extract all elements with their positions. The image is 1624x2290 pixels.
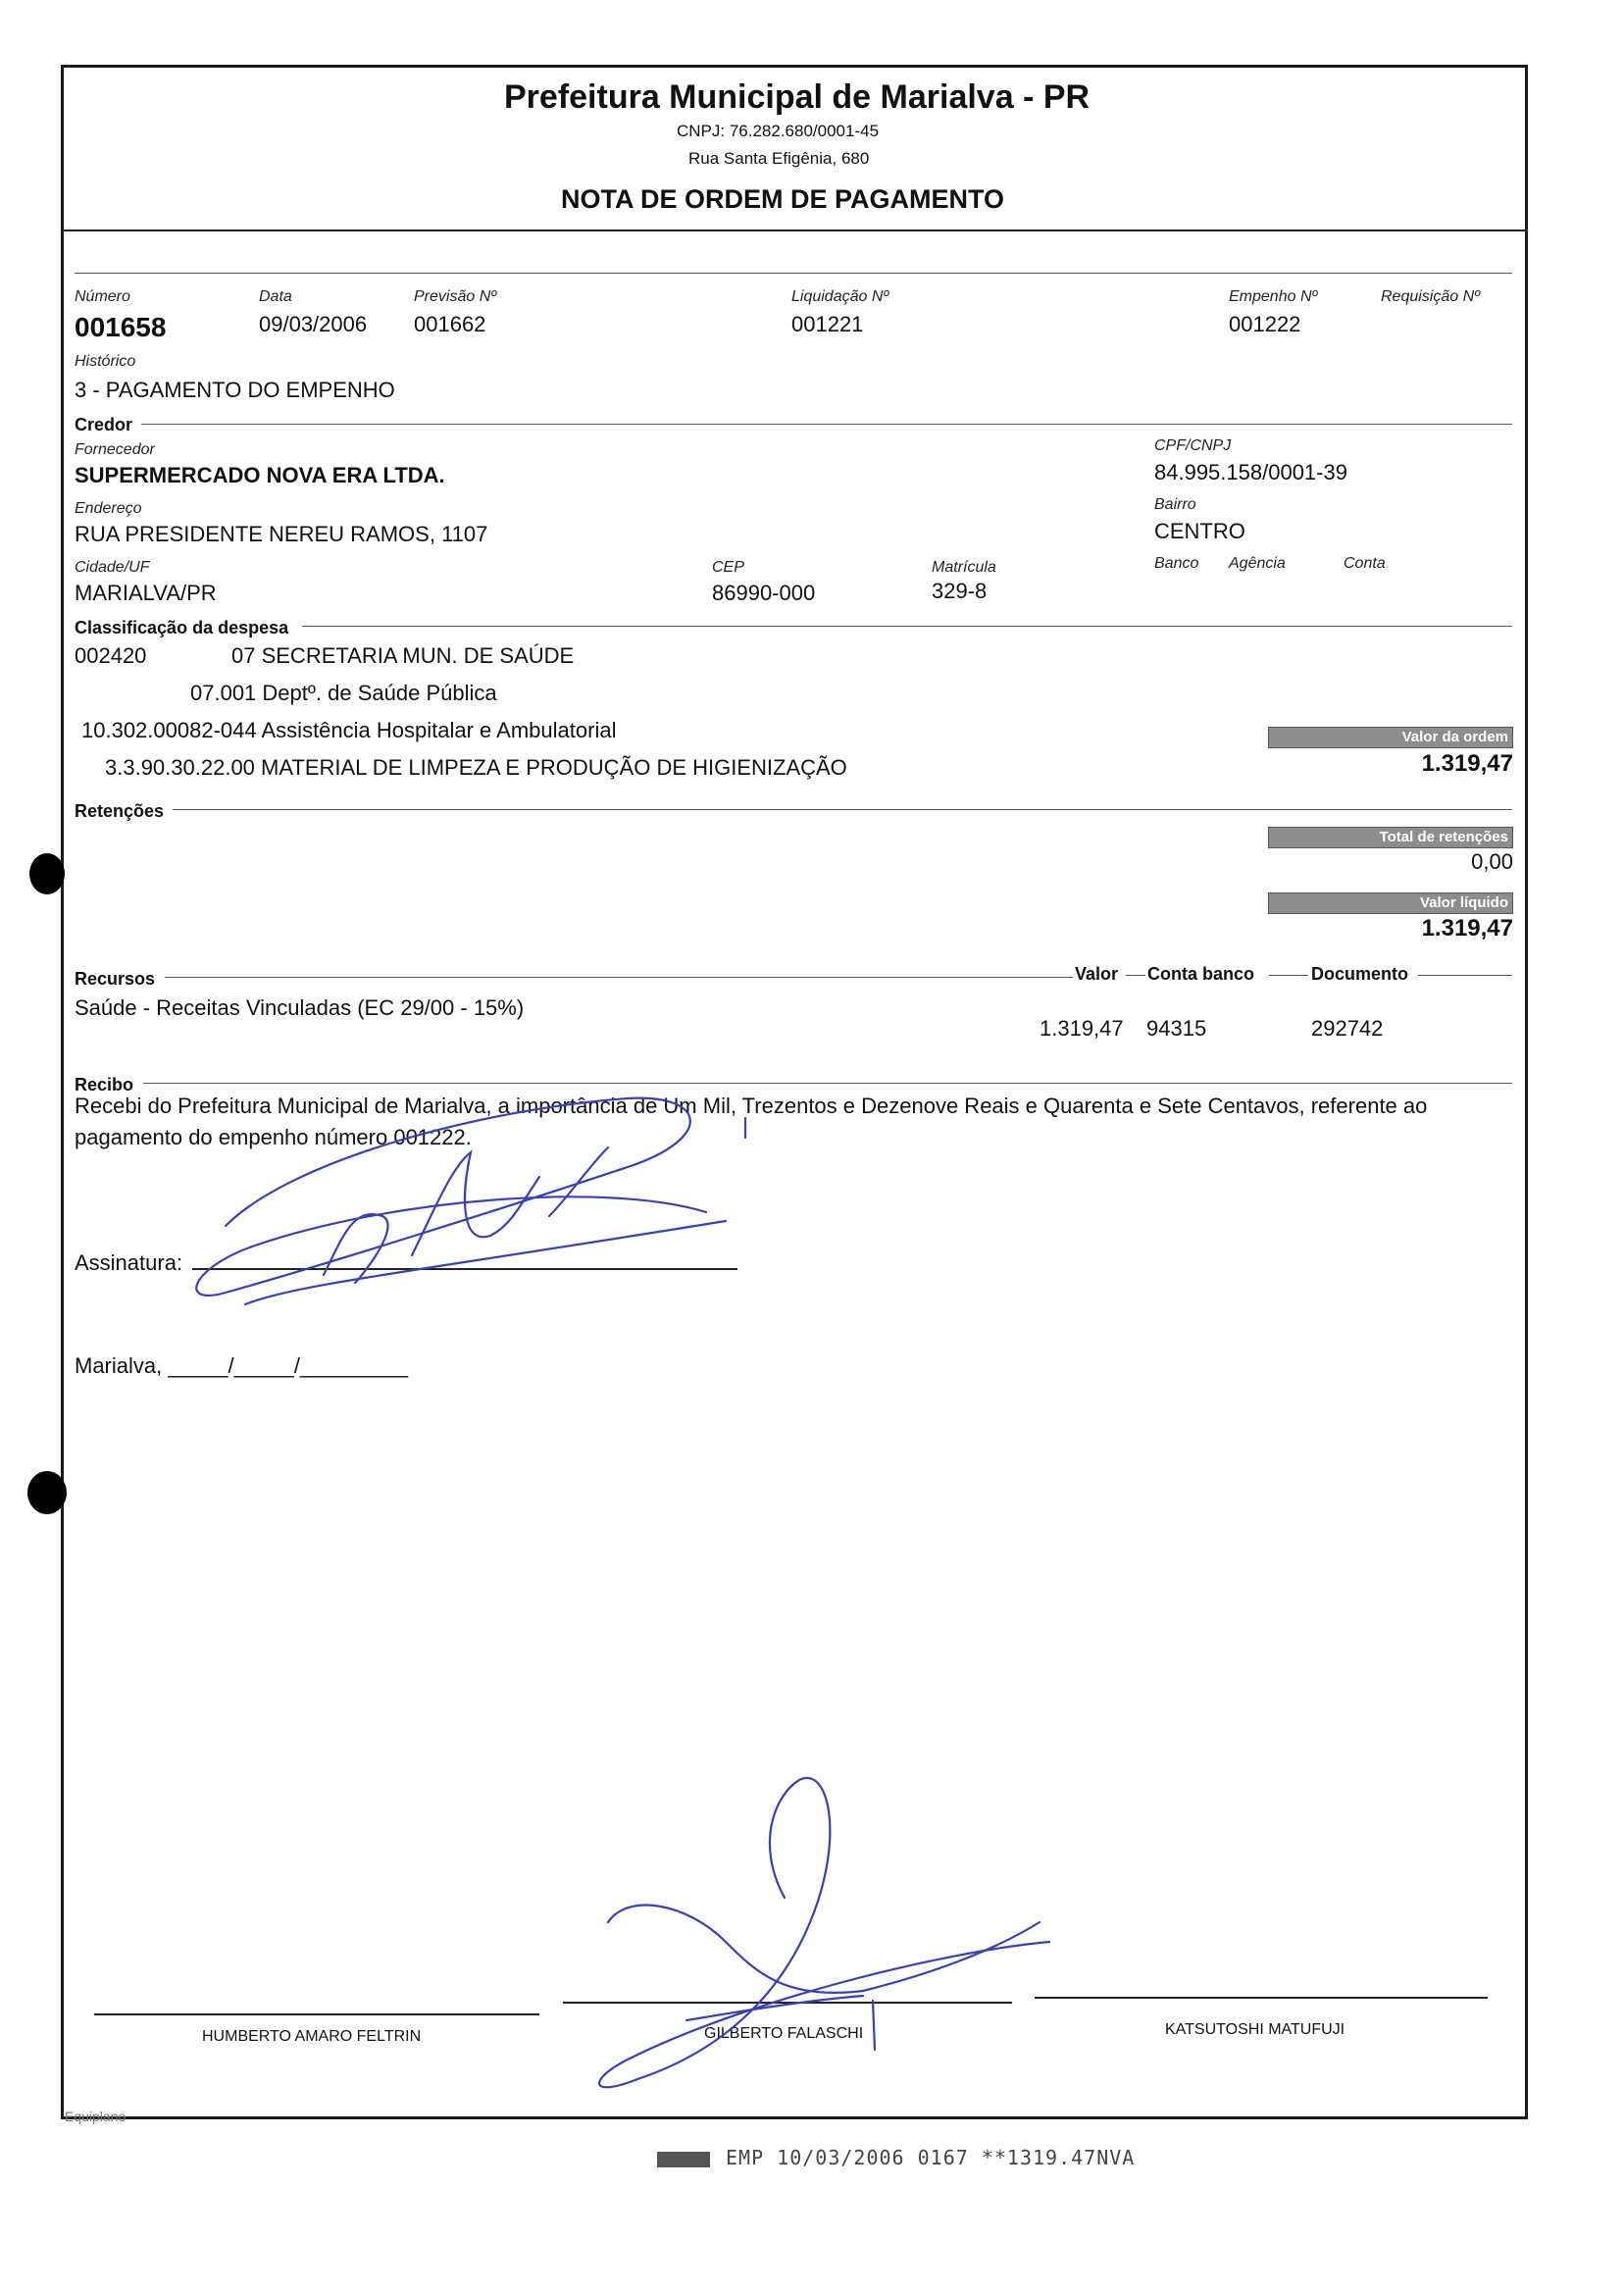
historico-label: Histórico — [75, 353, 136, 370]
empenho-label: Empenho Nº — [1229, 288, 1318, 305]
credor-section-title: Credor — [75, 415, 133, 434]
bairro-label: Bairro — [1154, 496, 1196, 513]
numero-value: 001658 — [75, 312, 167, 342]
recursos-section-title: Recursos — [75, 969, 156, 989]
banco-label: Banco — [1154, 555, 1199, 572]
recursos-descricao: Saúde - Receitas Vinculadas (EC 29/00 - 15%) — [75, 995, 525, 1020]
classificacao-line2: 07.001 Deptº. de Saúde Pública — [190, 681, 497, 705]
footer-stamp-text: EMP 10/03/2006 0167 **1319.47NVA — [726, 2146, 1136, 2169]
numero-label: Número — [75, 288, 130, 305]
classificacao-code: 002420 — [75, 643, 147, 668]
agencia-label: Agência — [1229, 555, 1286, 572]
assinatura-label: Assinatura: — [75, 1250, 183, 1275]
cpf-value: 84.995.158/0001-39 — [1154, 460, 1347, 484]
endereco-label: Endereço — [75, 500, 142, 517]
recursos-documento: 292742 — [1311, 1016, 1384, 1041]
cidade-label: Cidade/UF — [75, 559, 150, 576]
recibo-text-line2: pagamento do empenho número 001222. — [75, 1125, 472, 1149]
valor-ordem-value: 1.319,47 — [1421, 750, 1513, 777]
retencoes-section-title: Retenções — [75, 801, 165, 821]
classificacao-line4: 3.3.90.30.22.00 MATERIAL DE LIMPEZA E PRODUÇÃO DE HIGIENIZAÇÃO — [105, 755, 847, 780]
recibo-text-line1: Recebi do Prefeitura Municipal de Marialva, a importância de Um Mil, Trezentos e Dezenove Reais e Quarenta e Sete Centavos, referente ao — [75, 1094, 1428, 1118]
endereco-value: RUA PRESIDENTE NEREU RAMOS, 1107 — [75, 522, 488, 546]
classificacao-line3: 10.302.00082-044 Assistência Hospitalar e Ambulatorial — [81, 718, 617, 742]
valor-ordem-label: Valor da ordem — [1401, 729, 1508, 745]
address-text: Rua Santa Efigênia, 680 — [688, 149, 870, 168]
cidade-value: MARIALVA/PR — [75, 581, 217, 605]
liquidacao-label: Liquidação Nº — [791, 288, 889, 305]
matricula-value: 329-8 — [932, 579, 988, 603]
valor-liquido-label: Valor líquido — [1419, 894, 1508, 911]
recursos-valor: 1.319,47 — [1040, 1016, 1124, 1041]
total-retencoes-value: 0,00 — [1471, 849, 1513, 874]
previsao-label: Previsão Nº — [414, 288, 497, 305]
recibo-section-title: Recibo — [75, 1075, 134, 1094]
conta-label: Conta — [1344, 555, 1386, 572]
signatory-2: GILBERTO FALASCHI — [704, 2025, 864, 2042]
page-title: Prefeitura Municipal de Marialva - PR — [504, 78, 1091, 116]
signatory-1: HUMBERTO AMARO FELTRIN — [202, 2028, 422, 2045]
data-value: 09/03/2006 — [259, 312, 368, 336]
cep-value: 86990-000 — [712, 581, 816, 605]
recursos-valor-label: Valor — [1075, 964, 1119, 984]
liquidacao-value: 001221 — [791, 312, 864, 336]
fornecedor-value: SUPERMERCADO NOVA ERA LTDA. — [75, 463, 445, 487]
requisicao-label: Requisição Nº — [1381, 288, 1480, 305]
total-retencoes-label: Total de retenções — [1379, 829, 1508, 845]
bairro-value: CENTRO — [1154, 519, 1245, 543]
historico-value: 3 - PAGAMENTO DO EMPENHO — [75, 378, 395, 402]
footer-brand: Equiplano — [65, 2109, 127, 2124]
cnpj-text: CNPJ: 76.282.680/0001-45 — [677, 122, 880, 140]
classificacao-section-title: Classificação da despesa — [75, 618, 289, 637]
matricula-label: Matrícula — [932, 559, 996, 576]
cpf-label: CPF/CNPJ — [1154, 437, 1232, 454]
cep-label: CEP — [712, 559, 744, 576]
previsao-value: 001662 — [414, 312, 486, 336]
document-title: NOTA DE ORDEM DE PAGAMENTO — [561, 184, 1005, 214]
recursos-documento-label: Documento — [1311, 964, 1408, 984]
local-data: Marialva, _____/_____/_________ — [75, 1353, 409, 1378]
empenho-value: 001222 — [1229, 312, 1301, 336]
classificacao-line1: 07 SECRETARIA MUN. DE SAÚDE — [231, 643, 575, 668]
data-label: Data — [259, 288, 292, 305]
recursos-conta: 94315 — [1146, 1016, 1207, 1041]
recursos-conta-label: Conta banco — [1147, 964, 1255, 984]
valor-liquido-value: 1.319,47 — [1421, 915, 1513, 941]
fornecedor-label: Fornecedor — [75, 441, 155, 458]
signatory-3: KATSUTOSHI MATUFUJI — [1165, 2021, 1345, 2038]
